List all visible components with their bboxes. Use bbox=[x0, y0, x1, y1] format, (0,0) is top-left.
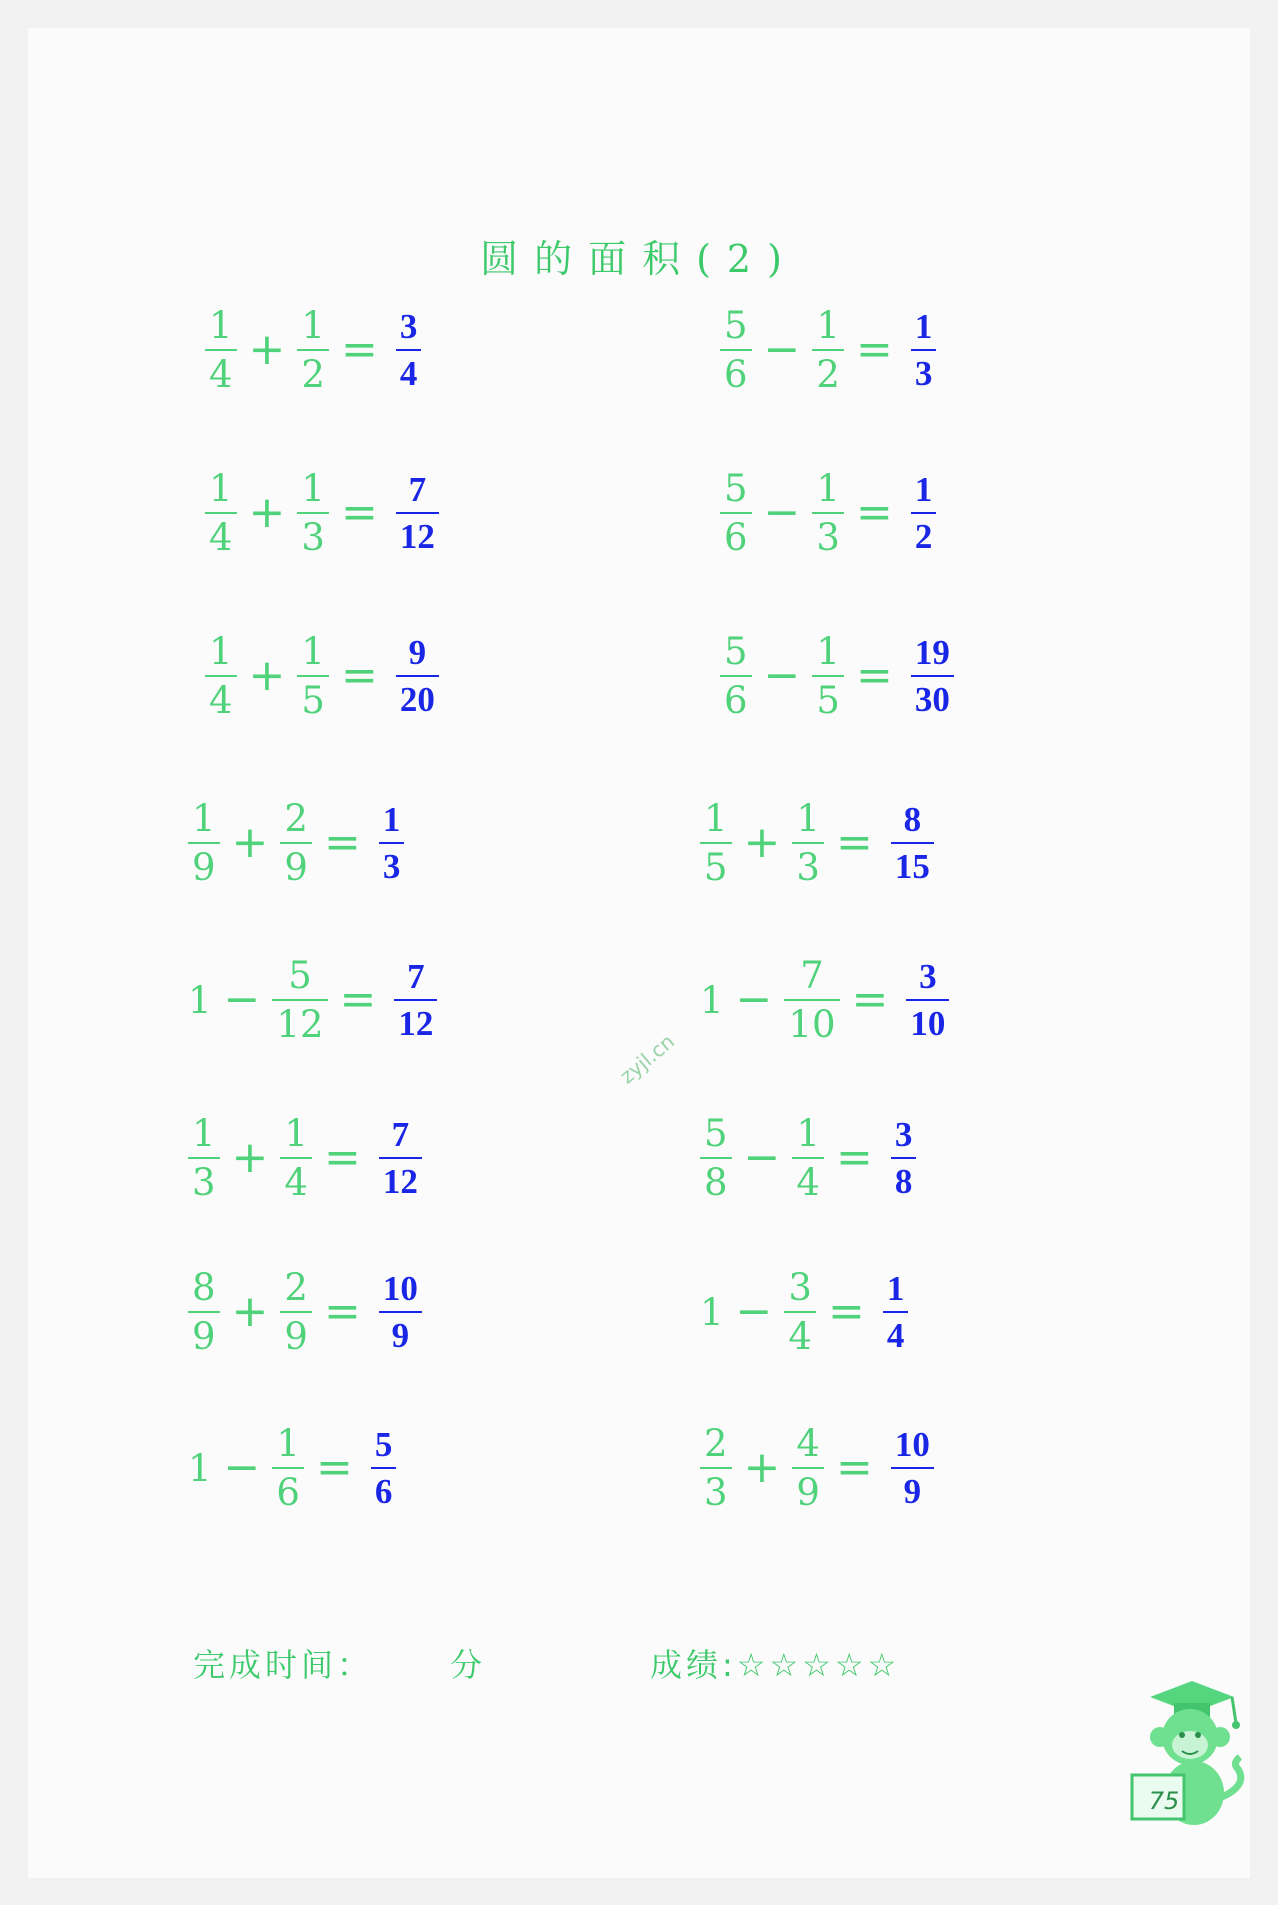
answer-fraction-bar bbox=[891, 1157, 917, 1159]
operand-fraction-bar bbox=[188, 842, 220, 844]
whole-number: 1 bbox=[700, 1290, 724, 1334]
operand-fraction-numerator: 1 bbox=[816, 304, 840, 347]
answer-fraction-bar bbox=[911, 512, 937, 514]
operand-fraction-denominator: 4 bbox=[284, 1161, 308, 1204]
answer-fraction-denominator: 8 bbox=[894, 1162, 913, 1201]
operand-fraction-bar bbox=[297, 349, 329, 351]
answer-fraction-denominator: 10 bbox=[910, 1004, 946, 1043]
operand-fraction-numerator: 7 bbox=[800, 954, 824, 997]
answer-fraction-numerator: 5 bbox=[374, 1425, 393, 1464]
operand-fraction-numerator: 1 bbox=[301, 304, 325, 347]
operand-fraction-bar bbox=[205, 349, 237, 351]
operand-fraction-denominator: 3 bbox=[704, 1471, 728, 1514]
equation-r1c1 bbox=[205, 295, 421, 405]
answer-fraction-numerator: 3 bbox=[919, 957, 937, 996]
operand-fraction-bar bbox=[297, 512, 329, 514]
operand-fraction bbox=[297, 467, 329, 559]
operand-fraction bbox=[700, 797, 732, 889]
operand-fraction-numerator: 5 bbox=[724, 630, 748, 673]
equation-r3c1 bbox=[205, 621, 439, 731]
operand-fraction-numerator: 2 bbox=[284, 797, 308, 840]
equals-sign: = bbox=[315, 1442, 353, 1493]
answer-fraction-numerator: 1 bbox=[914, 307, 933, 346]
operand-fraction-bar bbox=[792, 1157, 824, 1159]
minus-sign: − bbox=[223, 1442, 261, 1493]
operand-fraction-denominator: 6 bbox=[724, 516, 748, 559]
operand-fraction bbox=[720, 304, 752, 396]
operand-fraction-denominator: 4 bbox=[788, 1315, 812, 1358]
equals-sign: = bbox=[323, 1132, 361, 1183]
answer-fraction bbox=[396, 309, 422, 391]
operand-fraction-numerator: 3 bbox=[788, 1266, 812, 1309]
operand-fraction-denominator: 5 bbox=[816, 679, 840, 722]
answer-fraction-denominator: 4 bbox=[399, 354, 418, 393]
whole-number: 1 bbox=[188, 1446, 212, 1490]
plus-sign: + bbox=[743, 817, 781, 868]
answer-fraction-bar bbox=[394, 999, 437, 1001]
equation-r8c1 bbox=[188, 1413, 396, 1523]
equals-sign: = bbox=[835, 1442, 873, 1493]
operand-fraction-bar bbox=[280, 1311, 312, 1313]
operand-fraction-bar bbox=[784, 1311, 816, 1313]
operand-fraction-denominator: 5 bbox=[301, 679, 325, 722]
operand-fraction-bar bbox=[700, 842, 732, 844]
equation-r4c1 bbox=[188, 788, 404, 898]
operand-fraction-denominator: 10 bbox=[788, 1003, 836, 1046]
operand-fraction bbox=[188, 797, 220, 889]
equation-r6c1 bbox=[188, 1103, 422, 1213]
operand-fraction bbox=[792, 797, 824, 889]
answer-fraction-bar bbox=[906, 999, 949, 1001]
operand-fraction-numerator: 5 bbox=[724, 304, 748, 347]
equals-sign: = bbox=[340, 487, 378, 538]
answer-fraction-denominator: 4 bbox=[886, 1316, 905, 1355]
equals-sign: = bbox=[827, 1286, 865, 1337]
answer-fraction-numerator: 1 bbox=[914, 470, 933, 509]
operand-fraction-denominator: 3 bbox=[816, 516, 840, 559]
operand-fraction-bar bbox=[280, 1157, 312, 1159]
operand-fraction-numerator: 2 bbox=[284, 1266, 308, 1309]
minus-sign: − bbox=[763, 324, 801, 375]
plus-sign: + bbox=[231, 817, 269, 868]
operand-fraction-denominator: 4 bbox=[796, 1161, 820, 1204]
operand-fraction-denominator: 4 bbox=[209, 679, 233, 722]
operand-fraction-denominator: 9 bbox=[284, 846, 308, 889]
answer-fraction-numerator: 1 bbox=[382, 800, 401, 839]
operand-fraction-bar bbox=[205, 512, 237, 514]
operand-fraction-denominator: 9 bbox=[796, 1471, 820, 1514]
equals-sign: = bbox=[323, 817, 361, 868]
answer-fraction bbox=[911, 309, 937, 391]
answer-fraction-numerator: 10 bbox=[894, 1425, 930, 1464]
answer-fraction-bar bbox=[396, 512, 439, 514]
operand-fraction bbox=[792, 1422, 824, 1514]
equals-sign: = bbox=[855, 324, 893, 375]
answer-fraction-denominator: 20 bbox=[399, 680, 435, 719]
answer-fraction-bar bbox=[911, 349, 937, 351]
operand-fraction bbox=[792, 1112, 824, 1204]
operand-fraction bbox=[297, 304, 329, 396]
operand-fraction bbox=[272, 1422, 304, 1514]
operand-fraction bbox=[812, 467, 844, 559]
watermark: zyjl.cn bbox=[615, 1029, 680, 1089]
answer-fraction-bar bbox=[371, 1467, 397, 1469]
answer-fraction-numerator: 3 bbox=[894, 1115, 913, 1154]
operand-fraction-denominator: 9 bbox=[192, 1315, 216, 1358]
operand-fraction-bar bbox=[812, 512, 844, 514]
answer-fraction-numerator: 7 bbox=[408, 470, 427, 509]
equals-sign: = bbox=[855, 650, 893, 701]
operand-fraction bbox=[188, 1266, 220, 1358]
answer-fraction-denominator: 12 bbox=[399, 517, 435, 556]
operand-fraction-bar bbox=[205, 675, 237, 677]
equation-r1c2 bbox=[720, 295, 936, 405]
answer-fraction-numerator: 3 bbox=[399, 307, 418, 346]
operand-fraction bbox=[280, 1112, 312, 1204]
answer-fraction-bar bbox=[379, 1311, 422, 1313]
operand-fraction-numerator: 1 bbox=[796, 1112, 820, 1155]
answer-fraction-denominator: 2 bbox=[914, 517, 933, 556]
answer-fraction bbox=[396, 472, 439, 554]
plus-sign: + bbox=[231, 1286, 269, 1337]
answer-fraction bbox=[883, 1271, 909, 1353]
operand-fraction-numerator: 1 bbox=[301, 467, 325, 510]
whole-number: 1 bbox=[188, 978, 212, 1022]
operand-fraction-denominator: 2 bbox=[301, 353, 325, 396]
minus-sign: − bbox=[735, 1286, 773, 1337]
answer-fraction-bar bbox=[883, 1311, 909, 1313]
answer-fraction-denominator: 15 bbox=[894, 847, 930, 886]
equals-sign: = bbox=[855, 487, 893, 538]
operand-fraction-numerator: 1 bbox=[301, 630, 325, 673]
operand-fraction bbox=[205, 630, 237, 722]
operand-fraction-numerator: 1 bbox=[816, 630, 840, 673]
operand-fraction bbox=[280, 1266, 312, 1358]
operand-fraction-numerator: 1 bbox=[209, 304, 233, 347]
operand-fraction-bar bbox=[188, 1311, 220, 1313]
operand-fraction-denominator: 4 bbox=[209, 516, 233, 559]
answer-fraction-denominator: 12 bbox=[382, 1162, 418, 1201]
answer-fraction-bar bbox=[396, 349, 422, 351]
operand-fraction bbox=[720, 467, 752, 559]
operand-fraction-denominator: 6 bbox=[276, 1471, 300, 1514]
operand-fraction bbox=[700, 1422, 732, 1514]
operand-fraction-numerator: 5 bbox=[288, 954, 312, 997]
answer-fraction-denominator: 9 bbox=[903, 1472, 922, 1511]
operand-fraction-bar bbox=[272, 1467, 304, 1469]
operand-fraction-numerator: 8 bbox=[192, 1266, 216, 1309]
equation-r2c2 bbox=[720, 458, 936, 568]
answer-fraction-numerator: 9 bbox=[408, 633, 427, 672]
plus-sign: + bbox=[743, 1442, 781, 1493]
equals-sign: = bbox=[340, 324, 378, 375]
operand-fraction-denominator: 3 bbox=[301, 516, 325, 559]
operand-fraction-bar bbox=[720, 675, 752, 677]
answer-fraction-numerator: 10 bbox=[382, 1269, 418, 1308]
equals-sign: = bbox=[340, 650, 378, 701]
answer-fraction-numerator: 7 bbox=[407, 957, 425, 996]
answer-fraction bbox=[891, 1117, 917, 1199]
operand-fraction-numerator: 2 bbox=[704, 1422, 728, 1465]
operand-fraction-denominator: 6 bbox=[724, 679, 748, 722]
equation-r2c1 bbox=[205, 458, 439, 568]
minus-sign: − bbox=[763, 487, 801, 538]
equation-r5c1 bbox=[188, 945, 437, 1055]
operand-fraction-bar bbox=[700, 1157, 732, 1159]
operand-fraction-numerator: 1 bbox=[192, 1112, 216, 1155]
operand-fraction-numerator: 1 bbox=[209, 467, 233, 510]
operand-fraction bbox=[700, 1112, 732, 1204]
operand-fraction-denominator: 5 bbox=[704, 846, 728, 889]
operand-fraction-bar bbox=[272, 999, 327, 1001]
minus-sign: − bbox=[763, 650, 801, 701]
operand-fraction-numerator: 1 bbox=[796, 797, 820, 840]
answer-fraction bbox=[906, 959, 949, 1041]
equation-r8c2 bbox=[700, 1413, 934, 1523]
answer-fraction-bar bbox=[891, 842, 934, 844]
operand-fraction-bar bbox=[784, 999, 839, 1001]
answer-fraction bbox=[379, 1117, 422, 1199]
answer-fraction bbox=[371, 1427, 397, 1509]
operand-fraction-numerator: 1 bbox=[276, 1422, 300, 1465]
operand-fraction-denominator: 12 bbox=[276, 1003, 324, 1046]
equation-r7c2 bbox=[700, 1257, 908, 1367]
operand-fraction-bar bbox=[720, 349, 752, 351]
plus-sign: + bbox=[231, 1132, 269, 1183]
operand-fraction bbox=[812, 304, 844, 396]
operand-fraction bbox=[205, 467, 237, 559]
operand-fraction-bar bbox=[700, 1467, 732, 1469]
operand-fraction bbox=[784, 1266, 816, 1358]
operand-fraction-bar bbox=[812, 675, 844, 677]
equals-sign: = bbox=[835, 817, 873, 868]
operand-fraction bbox=[720, 630, 752, 722]
operand-fraction-denominator: 3 bbox=[796, 846, 820, 889]
answer-fraction bbox=[891, 802, 934, 884]
operand-fraction-denominator: 3 bbox=[192, 1161, 216, 1204]
answer-fraction bbox=[379, 802, 405, 884]
operand-fraction-bar bbox=[280, 842, 312, 844]
operand-fraction-numerator: 1 bbox=[704, 797, 728, 840]
operand-fraction-numerator: 4 bbox=[796, 1422, 820, 1465]
equation-r7c1 bbox=[188, 1257, 422, 1367]
answer-fraction-bar bbox=[891, 1467, 934, 1469]
answer-fraction-numerator: 19 bbox=[914, 633, 950, 672]
answer-fraction-bar bbox=[396, 675, 439, 677]
operand-fraction-numerator: 1 bbox=[209, 630, 233, 673]
answer-fraction-denominator: 30 bbox=[914, 680, 950, 719]
completion-time-label: 完成时间： bbox=[193, 1646, 374, 1684]
operand-fraction bbox=[784, 954, 839, 1046]
operand-fraction-bar bbox=[792, 842, 824, 844]
answer-fraction bbox=[394, 959, 437, 1041]
answer-fraction bbox=[379, 1271, 422, 1353]
answer-fraction-bar bbox=[379, 842, 405, 844]
whole-number: 1 bbox=[700, 978, 724, 1022]
operand-fraction-denominator: 9 bbox=[192, 846, 216, 889]
answer-fraction-numerator: 7 bbox=[391, 1115, 410, 1154]
operand-fraction-denominator: 8 bbox=[704, 1161, 728, 1204]
minus-sign: − bbox=[735, 974, 773, 1025]
equation-r5c2 bbox=[700, 945, 949, 1055]
equation-r4c2 bbox=[700, 788, 934, 898]
operand-fraction-denominator: 4 bbox=[209, 353, 233, 396]
operand-fraction bbox=[297, 630, 329, 722]
operand-fraction-bar bbox=[792, 1467, 824, 1469]
equals-sign: = bbox=[835, 1132, 873, 1183]
operand-fraction-bar bbox=[812, 349, 844, 351]
operand-fraction bbox=[188, 1112, 220, 1204]
answer-fraction-numerator: 1 bbox=[886, 1269, 905, 1308]
answer-fraction-denominator: 3 bbox=[914, 354, 933, 393]
equation-r6c2 bbox=[700, 1103, 916, 1213]
page-title: 圆的面积(2) bbox=[480, 237, 798, 281]
answer-fraction-denominator: 12 bbox=[398, 1004, 434, 1043]
answer-fraction bbox=[396, 635, 439, 717]
operand-fraction-numerator: 1 bbox=[284, 1112, 308, 1155]
answer-fraction-bar bbox=[379, 1157, 422, 1159]
minus-sign: − bbox=[223, 974, 261, 1025]
operand-fraction bbox=[280, 797, 312, 889]
answer-fraction-numerator: 8 bbox=[903, 800, 922, 839]
operand-fraction-bar bbox=[188, 1157, 220, 1159]
equation-r3c2 bbox=[720, 621, 954, 731]
answer-fraction-denominator: 6 bbox=[374, 1472, 393, 1511]
equals-sign: = bbox=[323, 1286, 361, 1337]
operand-fraction-denominator: 2 bbox=[816, 353, 840, 396]
operand-fraction-numerator: 1 bbox=[816, 467, 840, 510]
answer-fraction-denominator: 3 bbox=[382, 847, 401, 886]
operand-fraction-bar bbox=[297, 675, 329, 677]
operand-fraction bbox=[205, 304, 237, 396]
equals-sign: = bbox=[339, 974, 377, 1025]
operand-fraction-numerator: 1 bbox=[192, 797, 216, 840]
equals-sign: = bbox=[851, 974, 889, 1025]
operand-fraction-denominator: 9 bbox=[284, 1315, 308, 1358]
operand-fraction-denominator: 6 bbox=[724, 353, 748, 396]
answer-fraction-bar bbox=[911, 675, 954, 677]
answer-fraction bbox=[911, 635, 954, 717]
answer-fraction bbox=[911, 472, 937, 554]
operand-fraction bbox=[272, 954, 327, 1046]
answer-fraction bbox=[891, 1427, 934, 1509]
plus-sign: + bbox=[248, 487, 286, 538]
score-label: 成绩:☆☆☆☆☆ bbox=[650, 1646, 901, 1684]
minus-sign: − bbox=[743, 1132, 781, 1183]
plus-sign: + bbox=[248, 324, 286, 375]
plus-sign: + bbox=[248, 650, 286, 701]
operand-fraction-numerator: 5 bbox=[704, 1112, 728, 1155]
operand-fraction bbox=[812, 630, 844, 722]
page-number: 75 bbox=[1148, 1787, 1180, 1815]
answer-fraction-denominator: 9 bbox=[391, 1316, 410, 1355]
operand-fraction-bar bbox=[720, 512, 752, 514]
operand-fraction-numerator: 5 bbox=[724, 467, 748, 510]
completion-time-unit: 分 bbox=[450, 1646, 487, 1684]
